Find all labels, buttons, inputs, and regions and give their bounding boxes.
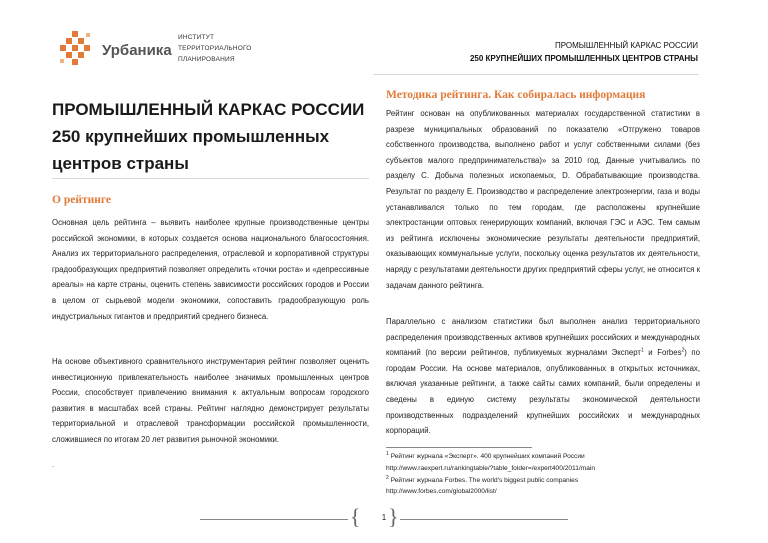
- header-divider: [373, 74, 699, 75]
- footnotes: [386, 451, 716, 498]
- method-heading: Методика рейтинга. Как собиралась информация: [386, 89, 646, 101]
- institute-name: ИНСТИТУТ ТЕРРИТОРИАЛЬНОГО ПЛАНИРОВАНИЯ: [178, 34, 252, 63]
- page-title: ПРОМЫШЛЕННЫЙ КАРКАС РОССИИ 250 крупнейших промышленных центров страны: [52, 100, 365, 173]
- footer-brace-right: }: [388, 504, 399, 529]
- about-heading: О рейтинге: [52, 194, 112, 206]
- footnote-2-url[interactable]: http://www.forbes.com/global2000/list/: [386, 488, 497, 496]
- stray-dot: .: [52, 460, 55, 469]
- page-number: 1: [381, 513, 387, 522]
- footer-line-left: [200, 519, 348, 520]
- footnote-1-url[interactable]: http://www.raexpert.ru/rankingtable/?table_folder=/expert400/2011/main: [386, 464, 595, 472]
- running-header: [470, 39, 698, 65]
- running-header-subtitle: 250 КРУПНЕЙШИХ ПРОМЫШЛЕННЫХ ЦЕНТРОВ СТРАНЫ: [469, 54, 698, 63]
- footnote-ref-1: 1: [640, 347, 644, 354]
- logo-text: Урбаника: [102, 42, 172, 59]
- about-paragraph-1: Основная цель рейтинга – выявить наиболее крупные производственные центры российской экономики, в которых создается основа национального благосостояния. Анализ их территориального распределения, отраслевой и корпоративной структуры градообразующих предприятий позволяет определить «точки роста» и «депрессивные ареалы» на карте страны, оценить степень зависимости российских городов и России в целом от сырьевой модели экономики, сопоставить градообразующую роль индустриальных гигантов и предприятий среднего бизнеса.: [52, 218, 369, 321]
- title-divider: [52, 178, 369, 179]
- about-paragraph-2: На основе объективного сравнительного инструментария рейтинг позволяет оценить инвестиционную привлекательность наиболее значимых промышленных центров России, способствует привлечению внимания к актуальным вопросам городского развития в масштабах всей страны. Рейтинг наглядно демонстрирует результаты территориальной и отраслевой трансформации российской промышленности, сложившиеся по итогам 20 лет развития рыночной экономики.: [52, 357, 369, 444]
- footnote-2: $^2$ Рейтинг журнала Forbes. The world's biggest public companies: [386, 474, 579, 484]
- footer-line-right: [400, 519, 568, 520]
- footnote-divider: [386, 447, 532, 448]
- footer-brace-left: {: [350, 504, 361, 529]
- method-paragraph-2: Параллельно с анализом статистики был выполнен анализ территориального распределения производственных активов крупнейших российских и международных компаний (по версии рейтингов, публикуемых журналами Эксперт$^1$ и Forbes$^2$) по городам России. На основе материалов, опубликованных в открытых источниках, включая указанные рейтинги, а также сайты самих компаний, были определены и сведены в единую систему результаты экономической деятельности производственных подразделений крупнейших российских и международных корпораций.: [386, 317, 700, 436]
- method-paragraph-1: Рейтинг основан на опубликованных материалах государственной статистики в разрезе муниципальных образований по показателю «Отгружено товаров собственного производства, выполнено работ и услуг собственными силами (без субъектов малого предпринимательства)» за 2010 год. Данные учитывались по разделу С. Добыча полезных ископаемых, D. Обрабатывающие производства. Результат по разделу Е. Производство и распределение электроэнергии, газа и воды устанавливался только по тем городам, где расположены крупнейшие электростанции оптовых генерирующих компаний, включая ГЭС и АЭС. Тем самым из рейтинга исключены экономические результаты деятельности предприятий, оказывающих коммунальные услуги, поскольку оценка результатов их деятельности, наряду с результатами деятельности других предприятий сферы услуг, не относится к задачам данного рейтинга.: [386, 109, 700, 290]
- footnote-1: $^1$ Рейтинг журнала «Эксперт». 400 крупнейших компаний России: [386, 450, 585, 460]
- running-header-title: ПРОМЫШЛЕННЫЙ КАРКАС РОССИИ: [555, 41, 698, 50]
- footnote-ref-2: 2: [681, 347, 685, 354]
